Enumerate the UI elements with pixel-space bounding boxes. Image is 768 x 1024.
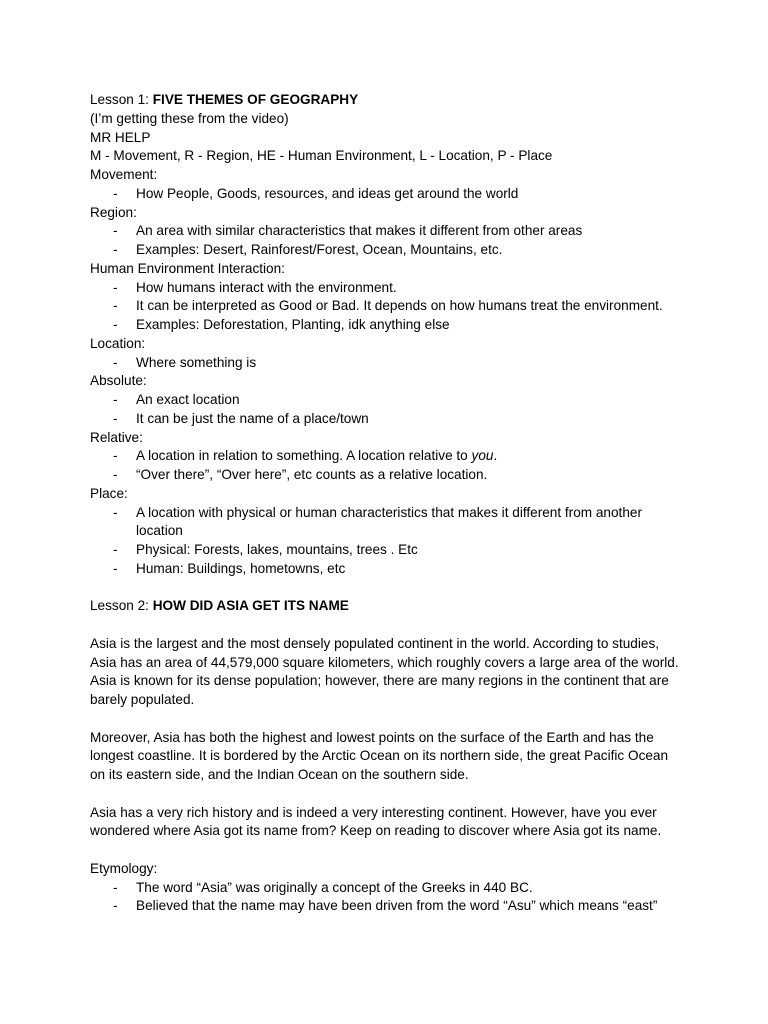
lesson1-note: (I’m getting these from the video) bbox=[90, 110, 289, 126]
list-item bbox=[90, 879, 690, 898]
list-item bbox=[90, 316, 690, 335]
list-item bbox=[90, 560, 690, 579]
list-item-text: Human: Buildings, hometowns, etc bbox=[136, 560, 346, 576]
document-page bbox=[90, 91, 690, 916]
bullet-dash: - bbox=[113, 279, 118, 295]
movement-heading: Movement: bbox=[90, 167, 158, 182]
paragraph-3: Asia has a very rich history and is indeed a very interesting continent. However, have you ever wondered where Asia got its name from? Keep on reading to discover where Asia got its name. bbox=[90, 804, 662, 839]
spacer bbox=[90, 785, 690, 804]
list-item-text: How humans interact with the environment. bbox=[136, 279, 397, 295]
list-item bbox=[90, 297, 690, 316]
list-item-text: Examples: Desert, Rainforest/Forest, Ocean, Mountains, etc. bbox=[136, 242, 503, 257]
list-item-text: Where something is bbox=[136, 354, 257, 370]
list-item-text: An exact location bbox=[136, 392, 240, 407]
list-item-text bbox=[136, 447, 696, 466]
list-item-text: How People, Goods, resources, and ideas get around the world bbox=[136, 185, 519, 201]
list-item-text: An area with similar characteristics that makes it different from other areas bbox=[136, 223, 583, 239]
list-item-text: A location with physical or human characteristics that makes it different from another location bbox=[136, 504, 642, 539]
bullet-dash: - bbox=[113, 542, 118, 557]
list-item-text: Physical: Forests, lakes, mountains, trees . Etc bbox=[136, 542, 418, 557]
bullet-dash: - bbox=[113, 879, 118, 895]
relative-text-a: A location in relation to something. A location relative to bbox=[136, 448, 472, 464]
list-item bbox=[90, 447, 690, 466]
list-item-text: It can be just the name of a place/town bbox=[136, 410, 369, 426]
list-item bbox=[90, 897, 690, 916]
spacer bbox=[90, 841, 690, 860]
bullet-dash: - bbox=[113, 185, 118, 201]
bullet-dash: - bbox=[113, 467, 118, 482]
place-heading: Place: bbox=[90, 485, 128, 501]
spacer bbox=[90, 710, 690, 729]
relative-text-emphasis: you bbox=[471, 448, 494, 464]
bullet-dash: - bbox=[113, 223, 118, 239]
list-item bbox=[90, 410, 690, 429]
location-heading: Location: bbox=[90, 335, 146, 351]
list-item bbox=[90, 504, 690, 542]
list-item bbox=[90, 391, 690, 410]
region-heading: Region: bbox=[90, 204, 137, 220]
list-item bbox=[90, 541, 690, 560]
lesson2-title: HOW DID ASIA GET ITS NAME bbox=[152, 598, 349, 614]
list-item-text: The word “Asia” was originally a concept of the Greeks in 440 BC. bbox=[136, 879, 533, 895]
list-item bbox=[90, 241, 690, 260]
lesson1-heading bbox=[90, 91, 690, 110]
bullet-dash: - bbox=[113, 392, 118, 407]
list-item bbox=[90, 279, 690, 298]
absolute-heading: Absolute: bbox=[90, 373, 147, 389]
list-item-text: “Over there”, “Over here”, etc counts as a relative location. bbox=[136, 467, 488, 482]
bullet-dash: - bbox=[113, 898, 118, 914]
list-item-text: Believed that the name may have been driven from the word “Asu” which means “east” bbox=[136, 898, 658, 914]
mnemonic: MR HELP bbox=[90, 129, 151, 145]
human-env-heading: Human Environment Interaction: bbox=[90, 260, 285, 276]
etymology-heading: Etymology: bbox=[90, 860, 158, 876]
relative-text-c: . bbox=[493, 448, 498, 464]
list-item bbox=[90, 185, 690, 204]
paragraph-1: Asia is the largest and the most densely populated continent in the world. According to studies, Asia has an area of 44,579,000 square kilometers, which roughly covers a large area of the world. Asia is known for its dense population; however, there are many regions in the continent that are barely populated. bbox=[90, 635, 679, 707]
mnemonic-key: M - Movement, R - Region, HE - Human Environment, L - Location, P - Place bbox=[90, 148, 553, 164]
bullet-dash: - bbox=[113, 504, 118, 520]
lesson1-title: FIVE THEMES OF GEOGRAPHY bbox=[152, 92, 359, 107]
list-item bbox=[90, 466, 690, 485]
bullet-dash: - bbox=[113, 354, 118, 370]
lesson2-prefix: Lesson 2: bbox=[90, 598, 153, 614]
lesson2-heading bbox=[90, 597, 690, 616]
bullet-dash: - bbox=[113, 410, 118, 426]
list-item-text: Examples: Deforestation, Planting, idk anything else bbox=[136, 317, 450, 332]
spacer bbox=[90, 579, 690, 598]
list-item bbox=[90, 222, 690, 241]
bullet-dash: - bbox=[113, 242, 118, 257]
bullet-dash: - bbox=[113, 560, 118, 576]
paragraph-2: Moreover, Asia has both the highest and lowest points on the surface of the Earth and has the longest coastline. It is bordered by the Arctic Ocean on its northern side, the great Pacific Ocean on its eastern side, and the Indian Ocean on the southern side. bbox=[90, 729, 669, 782]
list-item bbox=[90, 354, 690, 373]
spacer bbox=[90, 616, 690, 635]
lesson1-prefix: Lesson 1: bbox=[90, 92, 153, 107]
bullet-dash: - bbox=[113, 298, 118, 314]
bullet-dash: - bbox=[113, 317, 118, 332]
relative-heading: Relative: bbox=[90, 429, 143, 445]
list-item-text: It can be interpreted as Good or Bad. It depends on how humans treat the environment. bbox=[136, 298, 663, 314]
bullet-dash: - bbox=[113, 448, 118, 464]
